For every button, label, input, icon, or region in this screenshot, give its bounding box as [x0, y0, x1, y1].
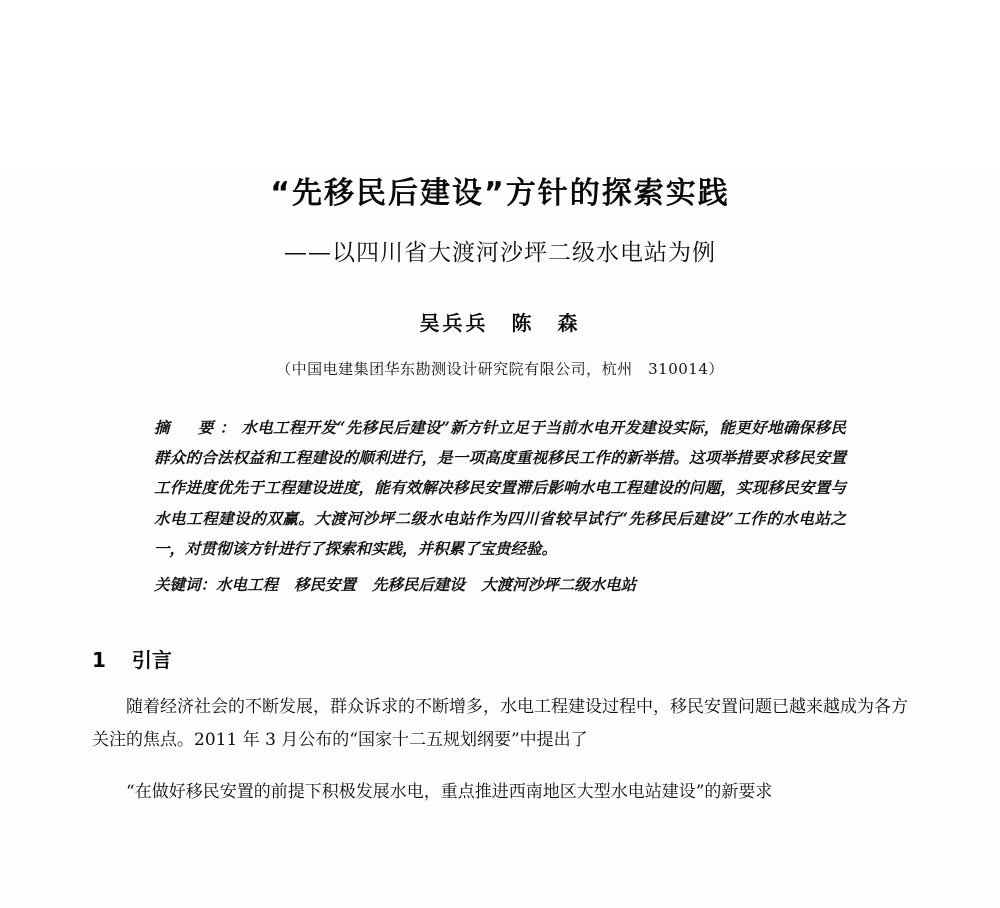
section-title: 引言 [131, 648, 172, 673]
section-number: 1 [92, 648, 106, 673]
paper-page [0, 168, 1000, 908]
keyword-item: 移民安置 [294, 575, 357, 595]
keyword-item: 大渡河沙坪二级水电站 [481, 575, 637, 595]
section-heading-1 [92, 644, 908, 673]
keyword-item: 水电工程 [216, 575, 279, 595]
page-title: “先移民后建设”方针的探索实践 [270, 176, 730, 211]
abstract-label: 摘 要： [154, 418, 242, 437]
body-paragraph-clipped: “在做好移民安置的前提下积极发展水电，重点推进西南地区大型水电站建设”的新要求 [126, 781, 773, 802]
body-paragraph: 随着经济社会的不断发展，群众诉求的不断增多，水电工程建设过程中，移民安置问题已越来越成为各方关注的焦点。2011 年 3 月公布的“国家十二五规划纲要”中提出了 [92, 697, 908, 751]
keyword-item: 先移民后建设 [372, 575, 466, 595]
abstract-text: 水电工程开发“先移民后建设”新方针立足于当前水电开发建设实际，能更好地确保移民群众的合法权益和工程建设的顺利进行，是一项高度重视移民工作的新举措。这项举措要求移民安置工作进度优先于工程建设进度，能有效解决移民安置滞后影响水电工程建设的问题，实现移民安置与水电工程建设的双赢。大渡河沙坪二级水电站作为四川省较早试行“先移民后建设”工作的水电站之一，对贯彻该方针进行了探索和实践，并积累了宝贵经验。 [154, 418, 846, 558]
keywords-label: 关键词： [154, 575, 217, 595]
page-subtitle: ——以四川省大渡河沙坪二级水电站为例 [284, 240, 716, 266]
author-list: 吴兵兵 陈 森 [419, 311, 581, 335]
affiliation: （中国电建集团华东勘测设计研究院有限公司，杭州 310014） [276, 360, 724, 378]
abstract [154, 413, 846, 564]
keywords [154, 570, 846, 600]
